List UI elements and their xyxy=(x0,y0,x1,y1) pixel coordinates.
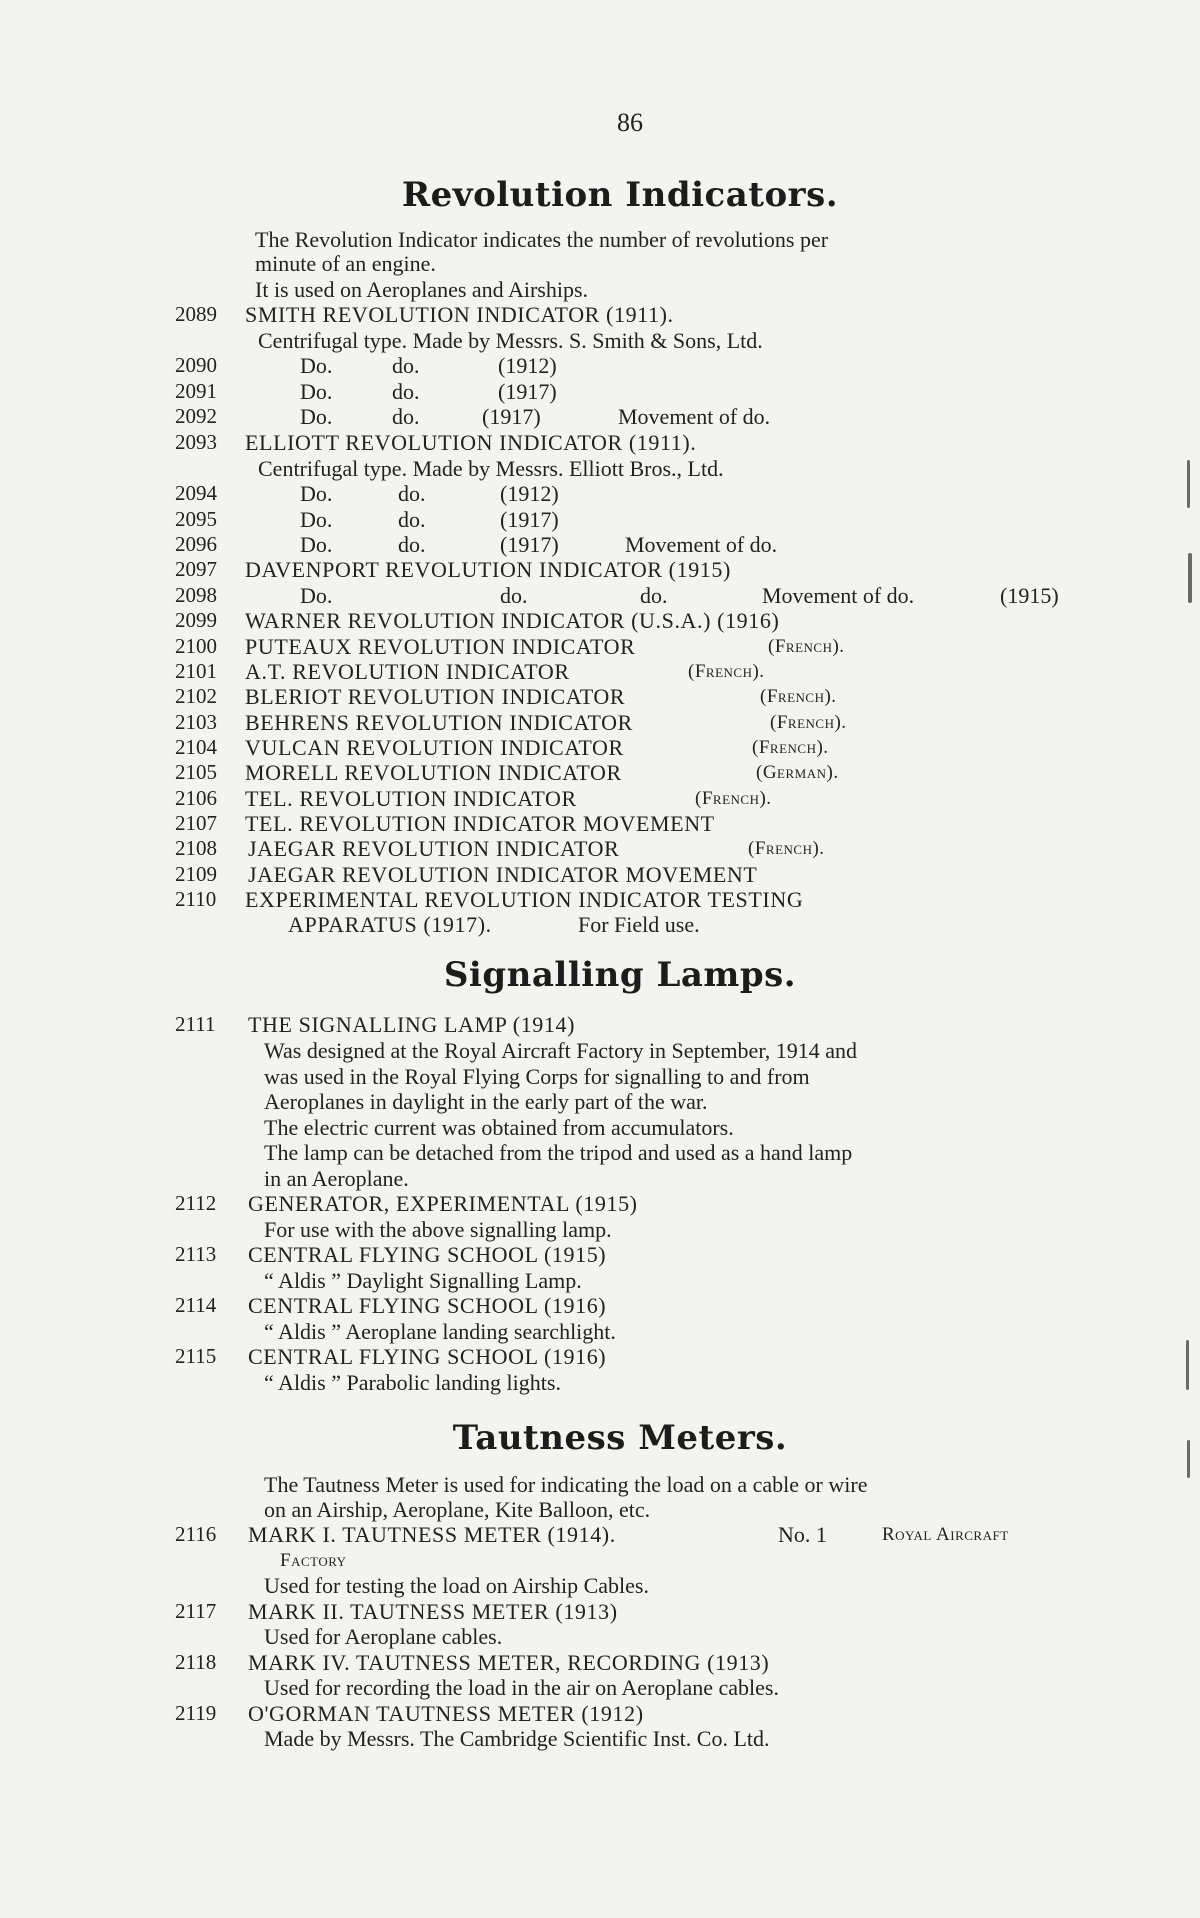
section-title-revolution-indicators: Revolution Indicators. xyxy=(401,175,839,215)
entry-title: SMITH REVOLUTION INDICATOR (1911). xyxy=(245,302,674,327)
scan-mark xyxy=(1187,1440,1190,1478)
section-title-signalling-lamps: Signalling Lamps. xyxy=(443,955,797,995)
scan-mark xyxy=(1186,1340,1189,1390)
scan-mark xyxy=(1188,553,1192,603)
entry-number: 2089 xyxy=(175,302,217,326)
scan-mark xyxy=(1187,460,1190,508)
page-number: 86 xyxy=(617,108,643,137)
section-title-tautness-meters: Tautness Meters. xyxy=(452,1418,788,1458)
